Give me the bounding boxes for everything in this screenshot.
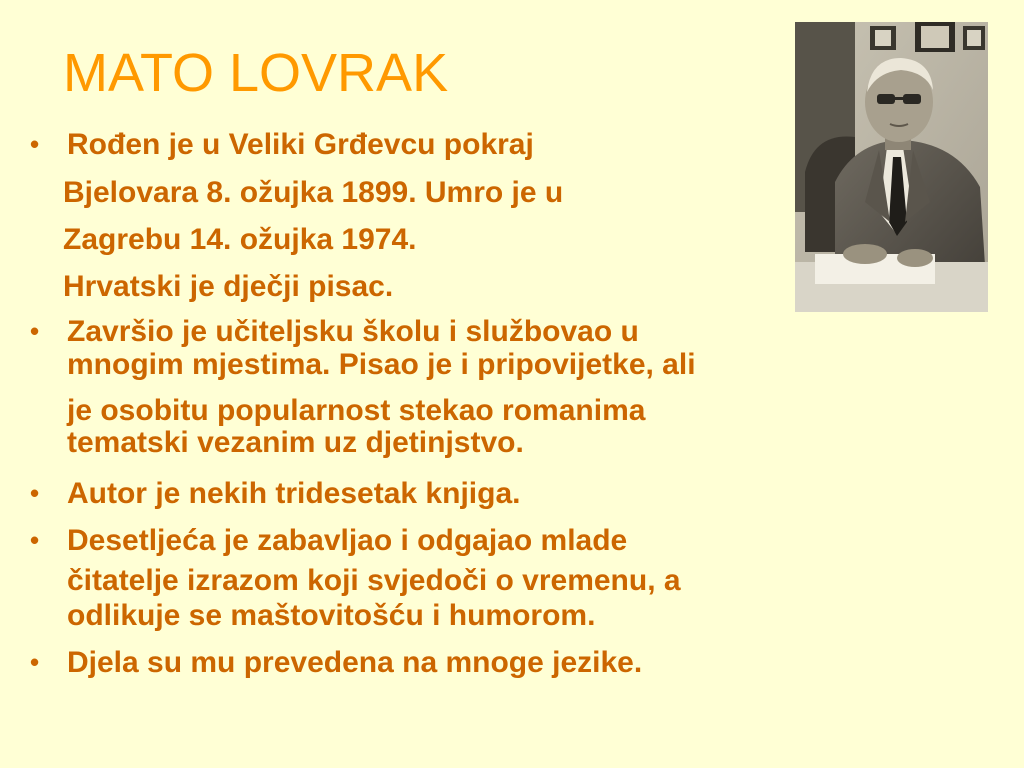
bullet-2-line-4: tematski vezanim uz djetinjstvo.	[67, 426, 524, 459]
bullet-dot: •	[30, 478, 40, 508]
bullet-4-line-3: odlikuje se maštovitošću i humorom.	[67, 599, 596, 632]
bullet-dot: •	[30, 525, 40, 555]
bullet-2-line-3: je osobitu popularnost stekao romanima	[67, 394, 646, 427]
bullet-5-line-1: Djela su mu prevedena na mnoge jezike.	[67, 646, 643, 679]
portrait-photo	[795, 22, 988, 312]
bullet-1-line-2: Bjelovara 8. ožujka 1899. Umro je u	[63, 176, 564, 209]
bullet-dot: •	[30, 647, 40, 677]
bullet-4-line-2: čitatelje izrazom koji svjedoči o vremenu, a	[67, 564, 681, 597]
slide-title: MATO LOVRAK	[63, 43, 449, 103]
bullet-1-line-4: Hrvatski je dječji pisac.	[63, 270, 394, 303]
bullet-dot: •	[30, 316, 40, 346]
bullet-1-line-3: Zagrebu 14. ožujka 1974.	[63, 223, 417, 256]
bullet-dot: •	[30, 129, 40, 159]
bullet-2-line-2: mnogim mjestima. Pisao je i pripovijetke, ali	[67, 348, 696, 381]
bullet-1-line-1: Rođen je u Veliki Grđevcu pokraj	[67, 128, 534, 161]
bullet-4-line-1: Desetljeća je zabavljao i odgajao mlade	[67, 524, 628, 557]
bullet-2-line-1: Završio je učiteljsku školu i službovao u	[67, 315, 639, 348]
bullet-3-line-1: Autor je nekih tridesetak knjiga.	[67, 477, 521, 510]
